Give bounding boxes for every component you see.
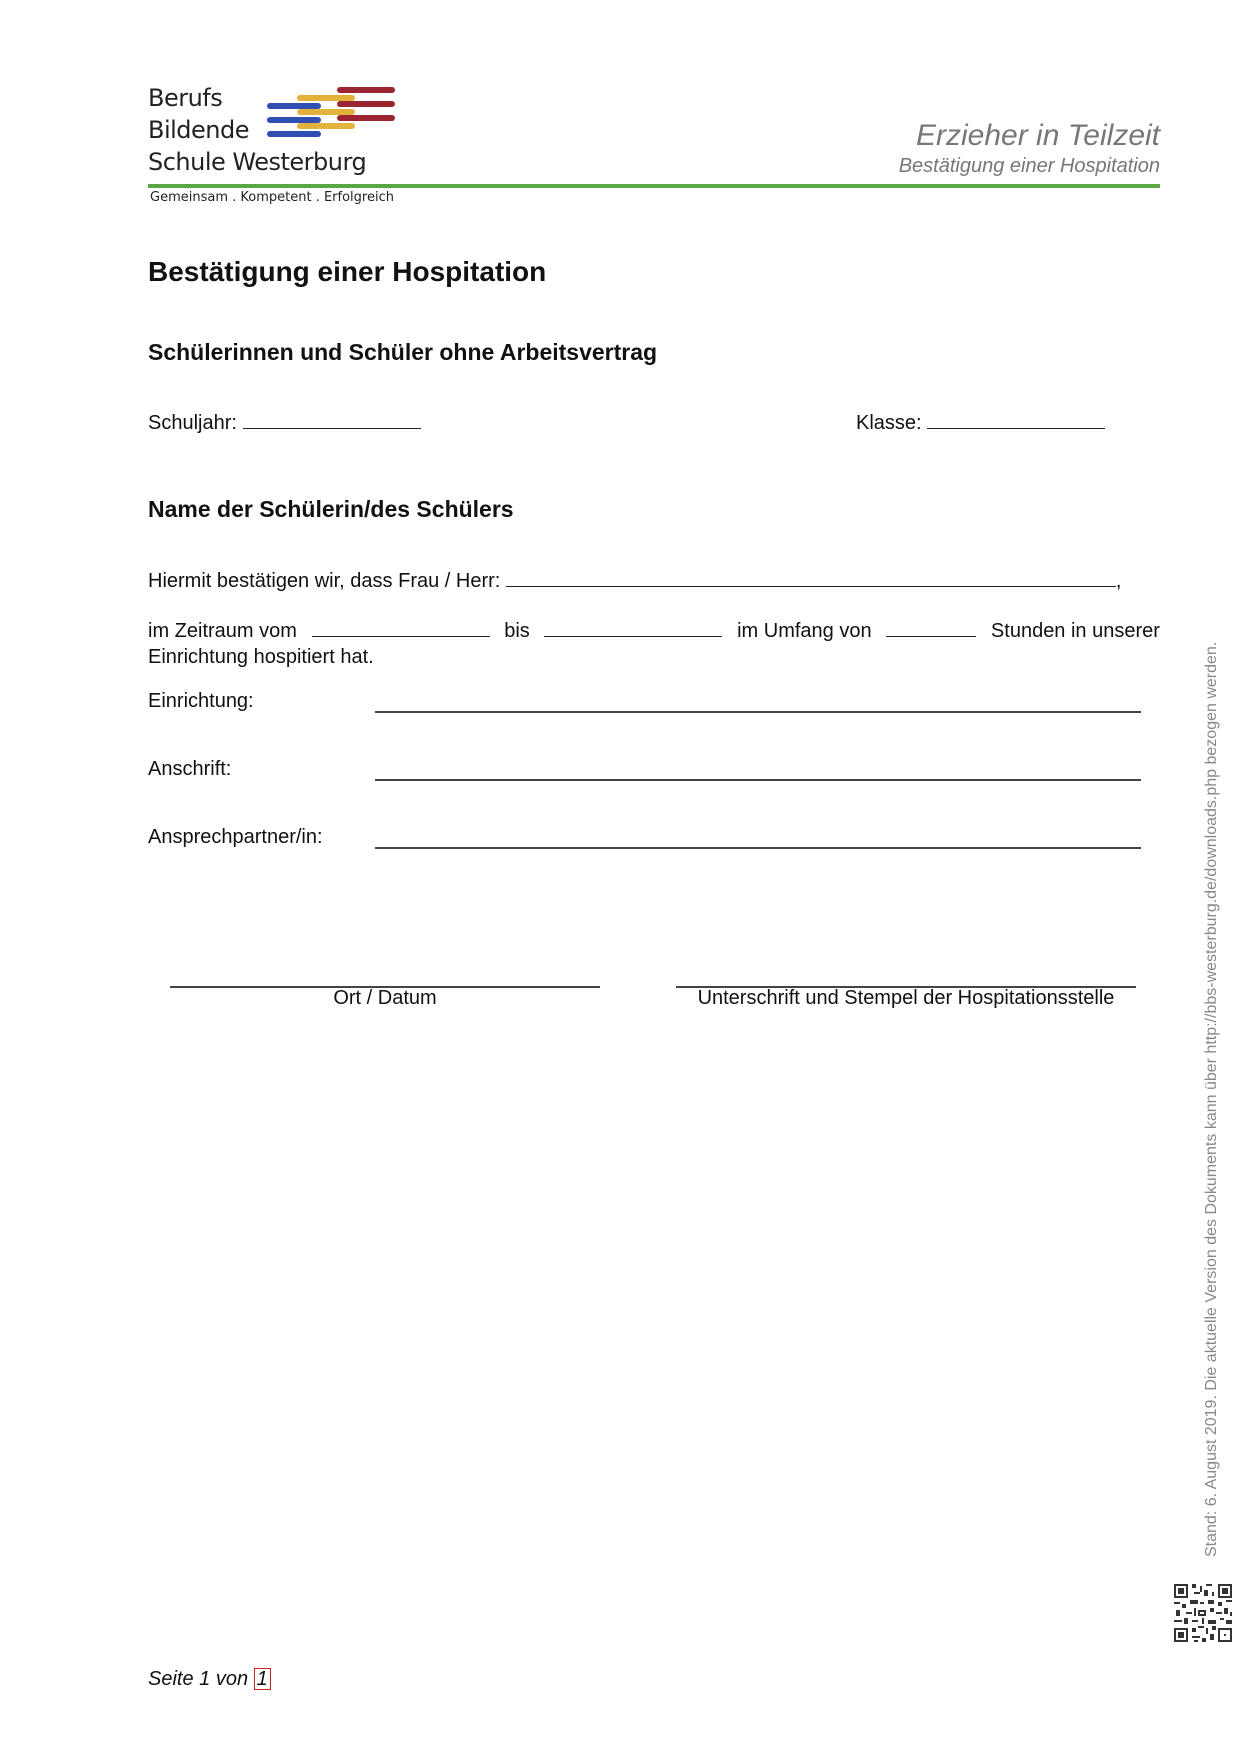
page-total-link[interactable]: 1 [254, 1668, 271, 1690]
zeitraum-paragraph [148, 617, 1160, 670]
page-footer [148, 1668, 271, 1691]
schuljahr-label: Schuljahr: [148, 412, 237, 434]
hours-blank[interactable] [886, 617, 976, 637]
logo-line-1: Berufs [148, 84, 223, 112]
document-header [899, 118, 1160, 178]
logo-line-2: Bildende [148, 116, 250, 144]
klasse-blank[interactable] [927, 409, 1105, 429]
ansprechpartner-blank[interactable] [375, 847, 1141, 849]
header-divider [148, 184, 1160, 188]
version-note: Stand: 6. August 2019. Die aktuelle Version des Dokuments kann über http://bbs-westerburg.de/downloads.php bezogen werden. [1203, 641, 1220, 1557]
anschrift-label: Anschrift: [148, 758, 232, 780]
header-subtitle: Bestätigung einer Hospitation [898, 155, 1160, 177]
document-title: Bestätigung einer Hospitation [148, 256, 547, 287]
zeitraum-line-2: Einrichtung hospitiert hat. [148, 646, 374, 668]
qr-code-icon [1172, 1582, 1234, 1644]
section-heading-group: Schülerinnen und Schüler ohne Arbeitsvertrag [148, 339, 658, 365]
zeitraum-bis-text: bis [504, 620, 530, 642]
section-heading-name: Name der Schülerin/des Schülers [148, 496, 514, 522]
school-logo [148, 82, 408, 212]
klasse-label: Klasse: [856, 412, 922, 434]
zeitraum-stunden-text: Stunden in unserer [990, 620, 1160, 642]
date-from-blank[interactable] [312, 617, 490, 637]
schuljahr-field [148, 409, 421, 435]
name-blank[interactable] [506, 567, 1116, 587]
logo-tagline: Gemeinsam . Kompetent . Erfolgreich [150, 190, 394, 205]
zeitraum-umfang-text: im Umfang von [737, 620, 872, 642]
schuljahr-blank[interactable] [243, 409, 421, 429]
confirm-text: Hiermit bestätigen wir, dass Frau / Herr: [148, 570, 501, 592]
einrichtung-blank[interactable] [375, 711, 1141, 713]
ort-datum-label: Ort / Datum [333, 987, 437, 1009]
logo-bars-icon [266, 86, 396, 142]
page-number-text: Seite 1 von [148, 1668, 249, 1690]
header-title: Erzieher in Teilzeit [916, 119, 1160, 152]
confirm-field [148, 567, 1121, 593]
zeitraum-vom-text: im Zeitraum vom [148, 620, 297, 642]
einrichtung-label: Einrichtung: [148, 690, 254, 712]
signature-label: Unterschrift und Stempel der Hospitationsstelle [697, 987, 1115, 1009]
logo-line-3: Schule Westerburg [148, 148, 367, 176]
confirm-comma: , [1115, 570, 1122, 592]
date-to-blank[interactable] [544, 617, 722, 637]
klasse-field [856, 409, 1105, 435]
ansprechpartner-label: Ansprechpartner/in: [148, 826, 323, 848]
anschrift-blank[interactable] [375, 779, 1141, 781]
